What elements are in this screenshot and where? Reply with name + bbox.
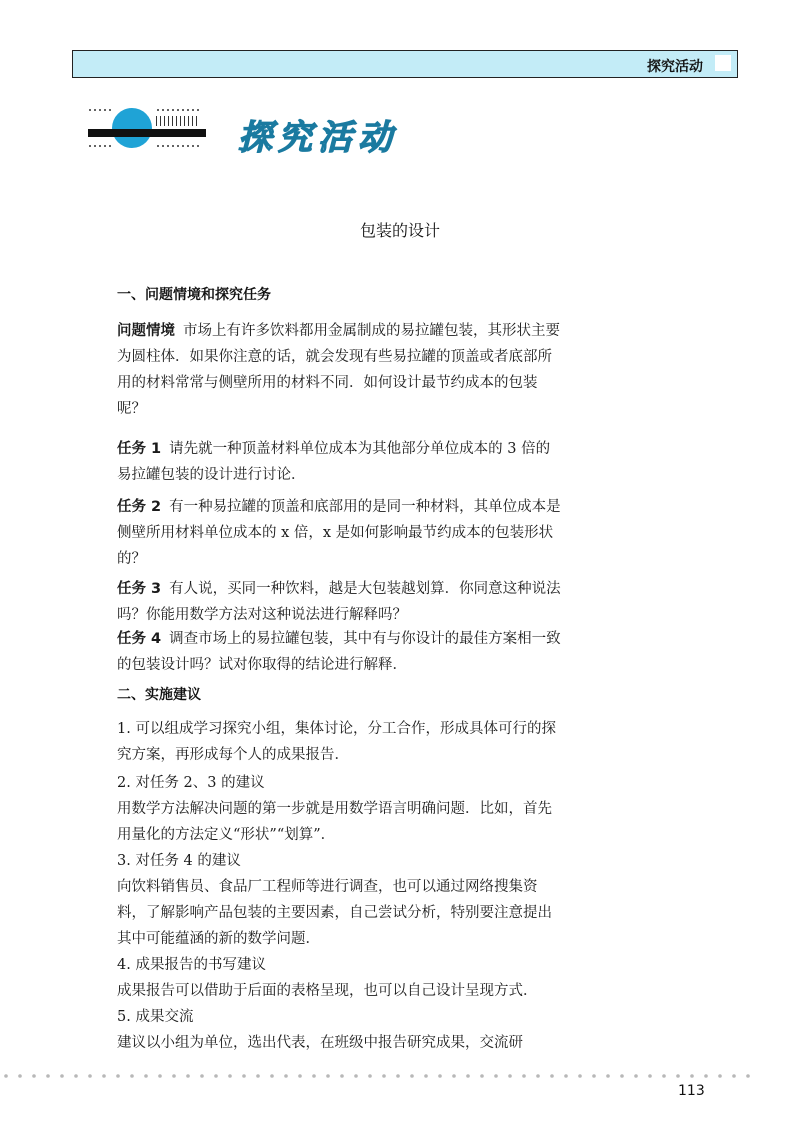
footer-dot (144, 1074, 148, 1078)
footer-dot (256, 1074, 260, 1078)
suggestion-item: 2. 对任务 2、3 的建议 (117, 775, 265, 791)
footer-dot (326, 1074, 330, 1078)
header-square-marker (715, 55, 731, 71)
running-header-label: 探究活动 (647, 59, 703, 75)
task-label: 任务 3 (117, 581, 162, 597)
footer-dot (284, 1074, 288, 1078)
banner-stripes (156, 116, 197, 126)
footer-dot (746, 1074, 750, 1078)
footer-dot (74, 1074, 78, 1078)
banner-black-bar (88, 129, 206, 137)
task-text: 有一种易拉罐的顶盖和底部用的是同一种材料，其单位成本是侧壁所用材料单位成本的 x 倍，x 是如何影响最节约成本的包装形状的？ (117, 499, 561, 567)
footer-dot (634, 1074, 638, 1078)
part2-heading: 二、实施建议 (117, 687, 201, 703)
suggestion-item: 3. 对任务 4 的建议 (117, 853, 241, 869)
banner-dots-top (89, 109, 199, 111)
footer-dot (158, 1074, 162, 1078)
footer-dot (550, 1074, 554, 1078)
footer-dot (214, 1074, 218, 1078)
footer-dot (368, 1074, 372, 1078)
footer-dot (494, 1074, 498, 1078)
footer-dot (732, 1074, 736, 1078)
footer-dot (396, 1074, 400, 1078)
banner-dots-bottom (89, 145, 199, 147)
footer-dot (200, 1074, 204, 1078)
suggestion-item: 成果报告可以借助于后面的表格呈现，也可以自己设计呈现方式． (117, 983, 538, 999)
suggestion-item: 用数学方法解决问题的第一步就是用数学语言明确问题．比如，首先用量化的方法定义“形状”“划算”． (117, 801, 552, 843)
footer-dot (382, 1074, 386, 1078)
footer-dot (466, 1074, 470, 1078)
task-paragraph (117, 576, 563, 628)
footer-dot (340, 1074, 344, 1078)
footer-dot (648, 1074, 652, 1078)
footer-dot (270, 1074, 274, 1078)
footer-dot (102, 1074, 106, 1078)
section-title: 包装的设计 (359, 221, 440, 240)
task-text: 请先就一种顶盖材料单位成本为其他部分单位成本的 3 倍的易拉罐包装的设计进行讨论． (117, 441, 551, 483)
footer-dot (522, 1074, 526, 1078)
footer-dot (592, 1074, 596, 1078)
footer-dot (298, 1074, 302, 1078)
footer-dot (130, 1074, 134, 1078)
footer-dot (536, 1074, 540, 1078)
task-label: 任务 4 (117, 631, 162, 647)
footer-dot (564, 1074, 568, 1078)
task-paragraph (117, 436, 563, 488)
problem-text: 市场上有许多饮料都用金属制成的易拉罐包装，其形状主要为圆柱体．如果你注意的话，就会发现有些易拉罐的顶盖或者底部所用的材料常常与侧壁所用的材料不同．如何设计最节约成本的包装呢？ (117, 323, 560, 417)
task-label: 任务 2 (117, 499, 162, 515)
footer-dot (242, 1074, 246, 1078)
footer-dot (508, 1074, 512, 1078)
suggestion-item: 1. 可以组成学习探究小组，集体讨论，分工合作，形成具体可行的探究方案，再形成每个人的成果报告． (117, 721, 556, 763)
task-paragraph (117, 494, 563, 572)
footer-dot (18, 1074, 22, 1078)
suggestion-item: 建议以小组为单位，选出代表，在班级中报告研究成果，交流研 (117, 1035, 523, 1051)
suggestion-item: 5. 成果交流 (117, 1009, 194, 1025)
footer-dot (116, 1074, 120, 1078)
footer-dot (578, 1074, 582, 1078)
footer-dot-rule (0, 1073, 760, 1079)
task-label: 任务 1 (117, 441, 162, 457)
task-text: 调查市场上的易拉罐包装，其中有与你设计的最佳方案相一致的包装设计吗？试对你取得的结论进行解释． (117, 631, 561, 673)
footer-dot (354, 1074, 358, 1078)
footer-dot (172, 1074, 176, 1078)
part1-heading: 一、问题情境和探究任务 (117, 287, 271, 303)
footer-dot (690, 1074, 694, 1078)
footer-dot (88, 1074, 92, 1078)
footer-dot (424, 1074, 428, 1078)
suggestion-item: 4. 成果报告的书写建议 (117, 957, 266, 973)
footer-dot (228, 1074, 232, 1078)
footer-dot (438, 1074, 442, 1078)
problem-paragraph (117, 318, 563, 422)
footer-dot (32, 1074, 36, 1078)
footer-dot (46, 1074, 50, 1078)
footer-dot (60, 1074, 64, 1078)
banner-circle (112, 108, 152, 148)
running-header (72, 50, 738, 78)
footer-dot (704, 1074, 708, 1078)
footer-dot (312, 1074, 316, 1078)
footer-dot (410, 1074, 414, 1078)
footer-dot (662, 1074, 666, 1078)
banner-graphic (86, 100, 226, 160)
footer-dot (452, 1074, 456, 1078)
banner-title: 探究活动 (238, 118, 398, 158)
footer-dot (4, 1074, 8, 1078)
footer-dot (606, 1074, 610, 1078)
problem-label: 问题情境 (117, 323, 175, 339)
footer-dot (620, 1074, 624, 1078)
footer-dot (676, 1074, 680, 1078)
page-number: 113 (678, 1083, 705, 1099)
task-paragraph (117, 626, 563, 678)
footer-dot (186, 1074, 190, 1078)
suggestion-item: 向饮料销售员、食品厂工程师等进行调查，也可以通过网络搜集资料，了解影响产品包装的主要因素，自己尝试分析，特别要注意提出其中可能蕴涵的新的数学问题． (117, 879, 552, 947)
task-text: 有人说，买同一种饮料，越是大包装越划算．你同意这种说法吗？你能用数学方法对这种说法进行解释吗？ (117, 581, 561, 623)
footer-dot (718, 1074, 722, 1078)
footer-dot (480, 1074, 484, 1078)
